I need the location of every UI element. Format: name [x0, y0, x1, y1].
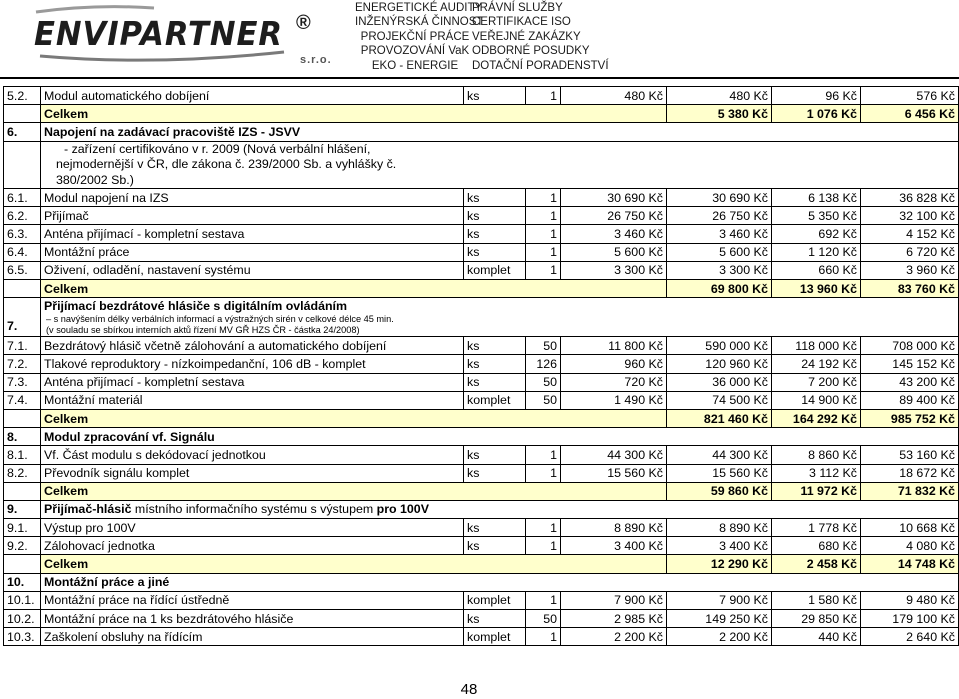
price-without-vat: 36 000 Kč [667, 373, 772, 391]
header-divider [0, 77, 959, 79]
subtotal-vat: 164 292 Kč [772, 409, 861, 427]
vat: 7 200 Kč [772, 373, 861, 391]
price-without-vat: 8 890 Kč [667, 519, 772, 537]
service-item: PROVOZOVÁNÍ VaK [360, 45, 470, 58]
table-row [4, 105, 959, 123]
service-item: INŽENÝRSKÁ ČINNOST [355, 16, 484, 29]
unit: komplet [464, 261, 526, 279]
vat: 1 580 Kč [772, 591, 861, 609]
unit-price: 960 Kč [561, 355, 667, 373]
note-line: - zařízení certifikováno v r. 2009 (Nová verbální hlášení, [64, 141, 371, 156]
vat: 14 900 Kč [772, 391, 861, 409]
service-item: CERTIFIKACE ISO [472, 16, 571, 29]
item-name: Přijímač [41, 207, 464, 225]
quantity: 50 [526, 337, 561, 355]
unit-price: 5 600 Kč [561, 243, 667, 261]
vat: 3 112 Kč [772, 464, 861, 482]
section-title: Napojení na zadávací pracoviště IZS - JSVV [41, 123, 959, 141]
unit-price: 44 300 Kč [561, 446, 667, 464]
service-item: EKO - ENERGIE [371, 59, 459, 72]
table-row [4, 87, 959, 105]
service-item: VEŘEJNÉ ZAKÁZKY [472, 30, 581, 43]
logo-wordmark: ENVIPARTNER [34, 14, 283, 53]
price-with-vat: 43 200 Kč [861, 373, 959, 391]
table-row [4, 591, 959, 609]
table-row [4, 555, 959, 573]
vat: 24 192 Kč [772, 355, 861, 373]
row-number: 7.1. [4, 337, 41, 355]
vat: 1 778 Kč [772, 519, 861, 537]
logo-suffix: s.r.o. [300, 54, 332, 66]
unit: ks [464, 446, 526, 464]
subtotal-price: 821 460 Kč [667, 409, 772, 427]
price-without-vat: 5 600 Kč [667, 243, 772, 261]
table-row [4, 298, 959, 337]
unit-price: 2 200 Kč [561, 628, 667, 646]
unit: ks [464, 610, 526, 628]
service-item: DOTAČNÍ PORADENSTVÍ [472, 59, 609, 72]
price-with-vat: 89 400 Kč [861, 391, 959, 409]
row-number: 8.1. [4, 446, 41, 464]
services-list-right [472, 1, 609, 73]
table-row [4, 519, 959, 537]
vat: 5 350 Kč [772, 207, 861, 225]
table-row [4, 610, 959, 628]
table-row [4, 428, 959, 446]
subtotal-gross: 71 832 Kč [861, 482, 959, 500]
subtotal-vat: 2 458 Kč [772, 555, 861, 573]
price-without-vat: 7 900 Kč [667, 591, 772, 609]
quantity: 1 [526, 446, 561, 464]
row-number: 6.2. [4, 207, 41, 225]
service-item: ODBORNÉ POSUDKY [472, 45, 590, 58]
quantity: 1 [526, 464, 561, 482]
row-number: 5.2. [4, 87, 41, 105]
item-name: Montážní práce na řídící ústředně [41, 591, 464, 609]
table-row [4, 225, 959, 243]
subtotal-gross: 985 752 Kč [861, 409, 959, 427]
unit: ks [464, 355, 526, 373]
unit: ks [464, 87, 526, 105]
service-item: PRÁVNÍ SLUŽBY [472, 2, 563, 14]
price-with-vat: 145 152 Kč [861, 355, 959, 373]
row-number: 6.1. [4, 189, 41, 207]
vat: 96 Kč [772, 87, 861, 105]
quantity: 1 [526, 225, 561, 243]
cost-table [3, 86, 959, 646]
subtotal-gross: 83 760 Kč [861, 280, 959, 298]
empty-cell [4, 280, 41, 298]
price-with-vat: 4 080 Kč [861, 537, 959, 555]
row-number: 10.1. [4, 591, 41, 609]
unit: ks [464, 243, 526, 261]
unit-price: 2 985 Kč [561, 610, 667, 628]
price-with-vat: 36 828 Kč [861, 189, 959, 207]
table-row [4, 500, 959, 518]
quantity: 1 [526, 243, 561, 261]
section-title-text: Přijímací bezdrátové hlásiče s digitálním ovládáním [44, 299, 347, 314]
table-row [4, 537, 959, 555]
section-title: Modul zpracování vf. Signálu [41, 428, 959, 446]
item-name: Oživení, odladění, nastavení systému [41, 261, 464, 279]
section-number: 6. [4, 123, 41, 141]
unit-price: 3 300 Kč [561, 261, 667, 279]
empty-cell [4, 482, 41, 500]
item-name: Anténa přijímací - kompletní sestava [41, 373, 464, 391]
section-title-part: pro 100V [376, 502, 429, 517]
empty-cell [4, 105, 41, 123]
unit-price: 11 800 Kč [561, 337, 667, 355]
unit: ks [464, 537, 526, 555]
section-number: 7. [4, 298, 41, 337]
table-row [4, 391, 959, 409]
unit: komplet [464, 391, 526, 409]
item-name: Modul napojení na IZS [41, 189, 464, 207]
quantity: 1 [526, 207, 561, 225]
unit: komplet [464, 591, 526, 609]
row-number: 7.4. [4, 391, 41, 409]
empty-cell [4, 409, 41, 427]
price-with-vat: 53 160 Kč [861, 446, 959, 464]
section-number: 9. [4, 500, 41, 518]
services-list-left [355, 1, 484, 73]
unit: ks [464, 373, 526, 391]
price-with-vat: 18 672 Kč [861, 464, 959, 482]
unit: ks [464, 189, 526, 207]
subtotal-label: Celkem [41, 105, 667, 123]
quantity: 1 [526, 537, 561, 555]
service-item: PROJEKČNÍ PRÁCE [360, 30, 470, 43]
subtotal-price: 69 800 Kč [667, 280, 772, 298]
quantity: 1 [526, 189, 561, 207]
unit-price: 8 890 Kč [561, 519, 667, 537]
quantity: 1 [526, 519, 561, 537]
table-row [4, 573, 959, 591]
section-number: 10. [4, 573, 41, 591]
vat: 660 Kč [772, 261, 861, 279]
unit: ks [464, 225, 526, 243]
item-name: Zaškolení obsluhy na řídícím [41, 628, 464, 646]
price-without-vat: 3 460 Kč [667, 225, 772, 243]
row-number: 7.3. [4, 373, 41, 391]
quantity: 1 [526, 628, 561, 646]
row-number: 6.3. [4, 225, 41, 243]
table-row [4, 123, 959, 141]
table-row [4, 482, 959, 500]
vat: 29 850 Kč [772, 610, 861, 628]
subtotal-label: Celkem [41, 482, 667, 500]
item-name: Montážní práce na 1 ks bezdrátového hlásiče [41, 610, 464, 628]
price-without-vat: 44 300 Kč [667, 446, 772, 464]
price-with-vat: 4 152 Kč [861, 225, 959, 243]
price-without-vat: 3 300 Kč [667, 261, 772, 279]
note-line: 380/2002 Sb.) [56, 172, 134, 187]
price-without-vat: 74 500 Kč [667, 391, 772, 409]
row-number: 6.5. [4, 261, 41, 279]
company-logo [34, 4, 334, 68]
row-number: 9.2. [4, 537, 41, 555]
price-without-vat: 2 200 Kč [667, 628, 772, 646]
quantity: 1 [526, 87, 561, 105]
unit-price: 7 900 Kč [561, 591, 667, 609]
vat: 692 Kč [772, 225, 861, 243]
table-row [4, 337, 959, 355]
vat: 1 120 Kč [772, 243, 861, 261]
quantity: 1 [526, 261, 561, 279]
quantity: 50 [526, 373, 561, 391]
vat: 440 Kč [772, 628, 861, 646]
row-number: 7.2. [4, 355, 41, 373]
unit-price: 26 750 Kč [561, 207, 667, 225]
table-row [4, 628, 959, 646]
price-with-vat: 10 668 Kč [861, 519, 959, 537]
subtotal-gross: 6 456 Kč [861, 105, 959, 123]
section-title-part: Přijímač-hlásič [44, 502, 132, 517]
unit: ks [464, 464, 526, 482]
price-with-vat: 3 960 Kč [861, 261, 959, 279]
page-number: 48 [460, 681, 478, 698]
item-name: Výstup pro 100V [41, 519, 464, 537]
quantity: 50 [526, 610, 561, 628]
section-subtitle: – s navýšením délky verbálních informací a výstražných sirén v celkové délce 45 min. [46, 314, 394, 325]
section-subtitle: (v souladu se sbírkou interních aktů řízení MV GŘ HZS ČR - částka 24/2008) [46, 325, 360, 336]
subtotal-price: 59 860 Kč [667, 482, 772, 500]
item-name: Vf. Část modulu s dekódovací jednotkou [41, 446, 464, 464]
unit-price: 480 Kč [561, 87, 667, 105]
section-note [41, 141, 959, 189]
section-title [41, 500, 959, 518]
subtotal-vat: 11 972 Kč [772, 482, 861, 500]
unit: ks [464, 207, 526, 225]
price-with-vat: 6 720 Kč [861, 243, 959, 261]
item-name: Tlakové reproduktory - nízkoimpedanční, 106 dB - komplet [41, 355, 464, 373]
row-number: 10.3. [4, 628, 41, 646]
unit-price: 720 Kč [561, 373, 667, 391]
price-without-vat: 590 000 Kč [667, 337, 772, 355]
section-number: 8. [4, 428, 41, 446]
table-row [4, 464, 959, 482]
table-row [4, 373, 959, 391]
vat: 6 138 Kč [772, 189, 861, 207]
service-item: ENERGETICKÉ AUDITY [355, 2, 483, 14]
note-line: nejmodernější v ČR, dle zákona č. 239/2000 Sb. a vyhlášky č. [56, 157, 397, 172]
price-with-vat: 9 480 Kč [861, 591, 959, 609]
unit: ks [464, 337, 526, 355]
item-name: Montážní materiál [41, 391, 464, 409]
unit-price: 1 490 Kč [561, 391, 667, 409]
price-without-vat: 149 250 Kč [667, 610, 772, 628]
empty-cell [4, 141, 41, 189]
item-name: Bezdrátový hlásič včetně zálohování a automatického dobíjení [41, 337, 464, 355]
section-title: Montážní práce a jiné [41, 573, 959, 591]
price-without-vat: 480 Kč [667, 87, 772, 105]
subtotal-label: Celkem [41, 555, 667, 573]
subtotal-gross: 14 748 Kč [861, 555, 959, 573]
table-row [4, 261, 959, 279]
table-row [4, 280, 959, 298]
empty-cell [4, 555, 41, 573]
subtotal-vat: 13 960 Kč [772, 280, 861, 298]
vat: 118 000 Kč [772, 337, 861, 355]
row-number: 6.4. [4, 243, 41, 261]
price-without-vat: 120 960 Kč [667, 355, 772, 373]
section-title-part: místního informačního systému s výstupem [131, 502, 377, 517]
price-with-vat: 576 Kč [861, 87, 959, 105]
item-name: Převodník signálu komplet [41, 464, 464, 482]
subtotal-price: 12 290 Kč [667, 555, 772, 573]
unit-price: 3 400 Kč [561, 537, 667, 555]
table-row [4, 243, 959, 261]
section-title [41, 298, 959, 337]
letterhead [0, 0, 959, 72]
row-number: 10.2. [4, 610, 41, 628]
quantity: 126 [526, 355, 561, 373]
price-with-vat: 708 000 Kč [861, 337, 959, 355]
subtotal-label: Celkem [41, 280, 667, 298]
item-name: Zálohovací jednotka [41, 537, 464, 555]
row-number: 9.1. [4, 519, 41, 537]
table-row [4, 189, 959, 207]
item-name: Modul automatického dobíjení [41, 87, 464, 105]
price-without-vat: 3 400 Kč [667, 537, 772, 555]
table-row [4, 141, 959, 189]
price-without-vat: 26 750 Kč [667, 207, 772, 225]
subtotal-label: Celkem [41, 409, 667, 427]
price-with-vat: 179 100 Kč [861, 610, 959, 628]
price-without-vat: 30 690 Kč [667, 189, 772, 207]
table-row [4, 355, 959, 373]
table-row [4, 207, 959, 225]
table-row [4, 409, 959, 427]
subtotal-vat: 1 076 Kč [772, 105, 861, 123]
item-name: Montážní práce [41, 243, 464, 261]
price-with-vat: 2 640 Kč [861, 628, 959, 646]
price-with-vat: 32 100 Kč [861, 207, 959, 225]
logo-registered-mark: ® [296, 12, 311, 34]
subtotal-price: 5 380 Kč [667, 105, 772, 123]
quantity: 50 [526, 391, 561, 409]
row-number: 8.2. [4, 464, 41, 482]
vat: 680 Kč [772, 537, 861, 555]
quantity: 1 [526, 591, 561, 609]
unit-price: 15 560 Kč [561, 464, 667, 482]
unit: komplet [464, 628, 526, 646]
unit: ks [464, 519, 526, 537]
unit-price: 3 460 Kč [561, 225, 667, 243]
vat: 8 860 Kč [772, 446, 861, 464]
table-row [4, 446, 959, 464]
price-without-vat: 15 560 Kč [667, 464, 772, 482]
unit-price: 30 690 Kč [561, 189, 667, 207]
item-name: Anténa přijímací - kompletní sestava [41, 225, 464, 243]
